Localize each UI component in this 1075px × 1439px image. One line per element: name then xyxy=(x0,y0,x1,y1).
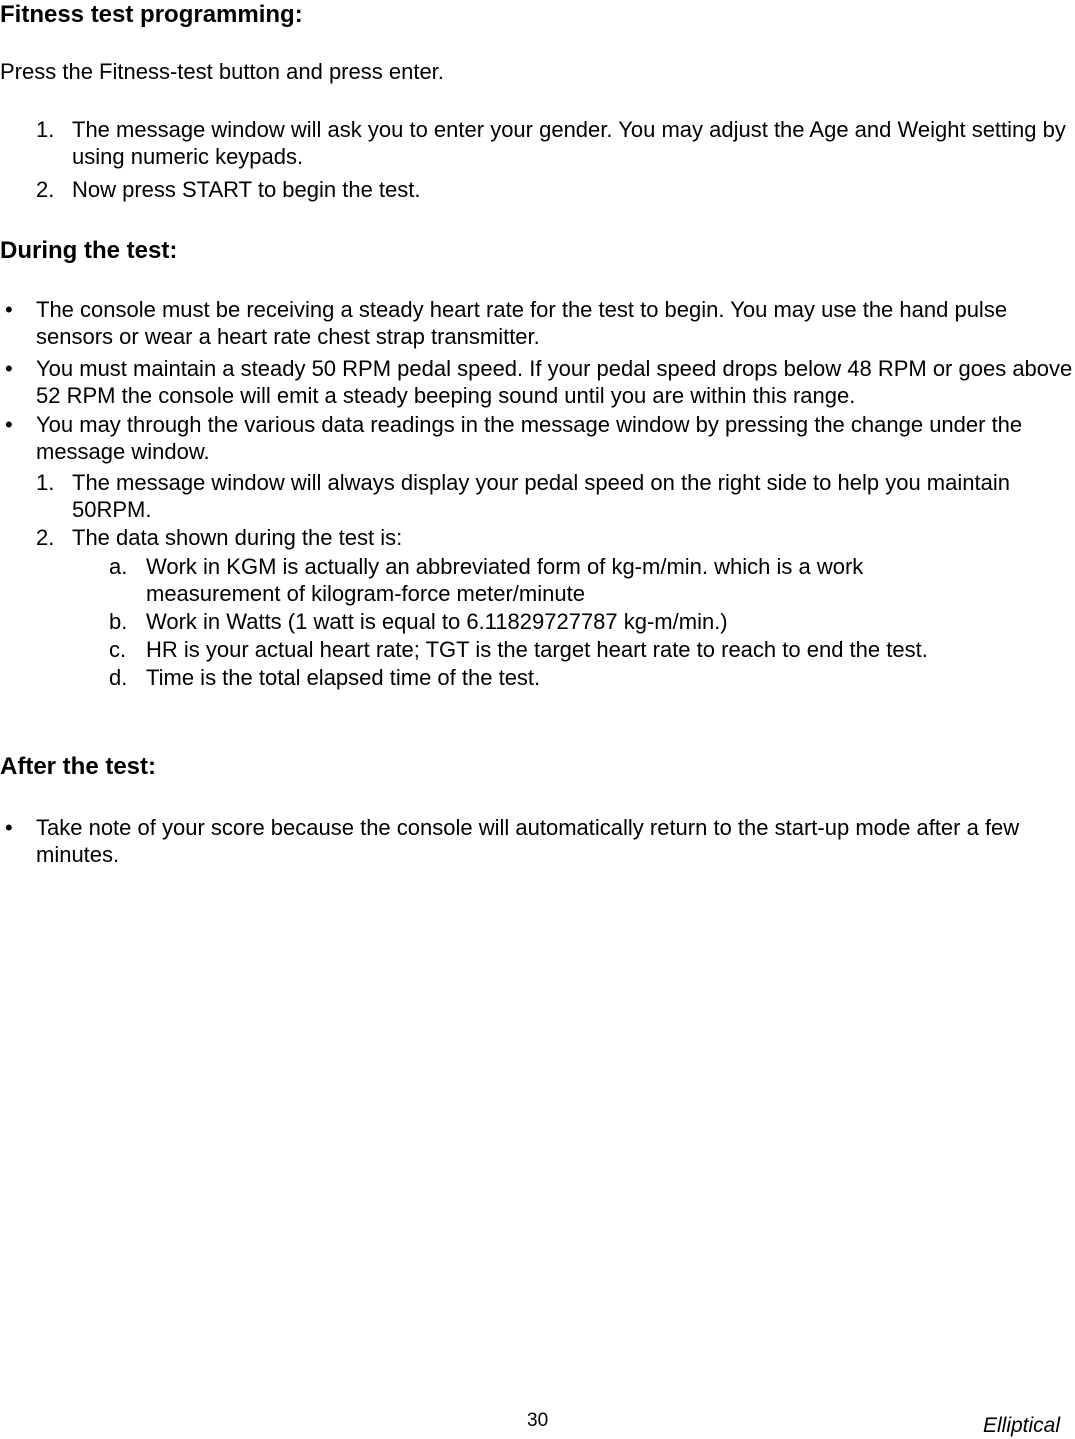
list-item-text: The message window will ask you to enter your gender. You may adjust the Age and Weight setting by using numeric keypads. xyxy=(72,117,1066,169)
list-letter: a. xyxy=(109,554,128,579)
list-number: 1. xyxy=(36,470,55,495)
list-item-text: Time is the total elapsed time of the test. xyxy=(146,665,541,690)
document-name: Elliptical xyxy=(983,1414,1061,1437)
list-item-text: Work in Watts (1 watt is equal to 6.11829727787 kg-m/min.) xyxy=(146,609,728,634)
bullet-icon: • xyxy=(5,297,13,322)
list-item-text: Work in KGM is actually an abbreviated form of kg-m/min. which is a work measurement of kilogram-force meter/minute xyxy=(146,554,864,606)
list-letter: c. xyxy=(109,637,127,662)
list-number: 2. xyxy=(36,525,55,550)
list-letter: d. xyxy=(109,665,128,690)
section-heading-during: During the test: xyxy=(0,237,178,264)
page-number: 30 xyxy=(527,1410,549,1431)
section-heading-after: After the test: xyxy=(0,753,157,780)
list-number: 2. xyxy=(36,177,55,202)
section-heading-programming: Fitness test programming: xyxy=(0,1,303,28)
bullet-text: You may through the various data readings in the message window by pressing the change under the message window. xyxy=(36,412,1023,464)
list-item-text: The data shown during the test is: xyxy=(72,525,403,550)
intro-paragraph: Press the Fitness-test button and press enter. xyxy=(0,59,444,84)
bullet-text: Take note of your score because the console will automatically return to the start-up mode after a few minutes. xyxy=(36,815,1020,867)
bullet-text: You must maintain a steady 50 RPM pedal speed. If your pedal speed drops below 48 RPM or goes above 52 RPM the console will emit a steady beeping sound until you are within this range. xyxy=(36,356,1073,408)
list-item-text: HR is your actual heart rate; TGT is the target heart rate to reach to end the test. xyxy=(146,637,928,662)
list-number: 1. xyxy=(36,117,55,142)
bullet-icon: • xyxy=(5,412,13,437)
list-letter: b. xyxy=(109,609,128,634)
list-item-text: The message window will always display your pedal speed on the right side to help you maintain 50RPM. xyxy=(72,470,1010,522)
list-item-text: Now press START to begin the test. xyxy=(72,177,421,202)
bullet-icon: • xyxy=(5,815,13,840)
bullet-text: The console must be receiving a steady heart rate for the test to begin. You may use the hand pulse sensors or wear a heart rate chest strap transmitter. xyxy=(36,297,1008,349)
bullet-icon: • xyxy=(5,356,13,381)
